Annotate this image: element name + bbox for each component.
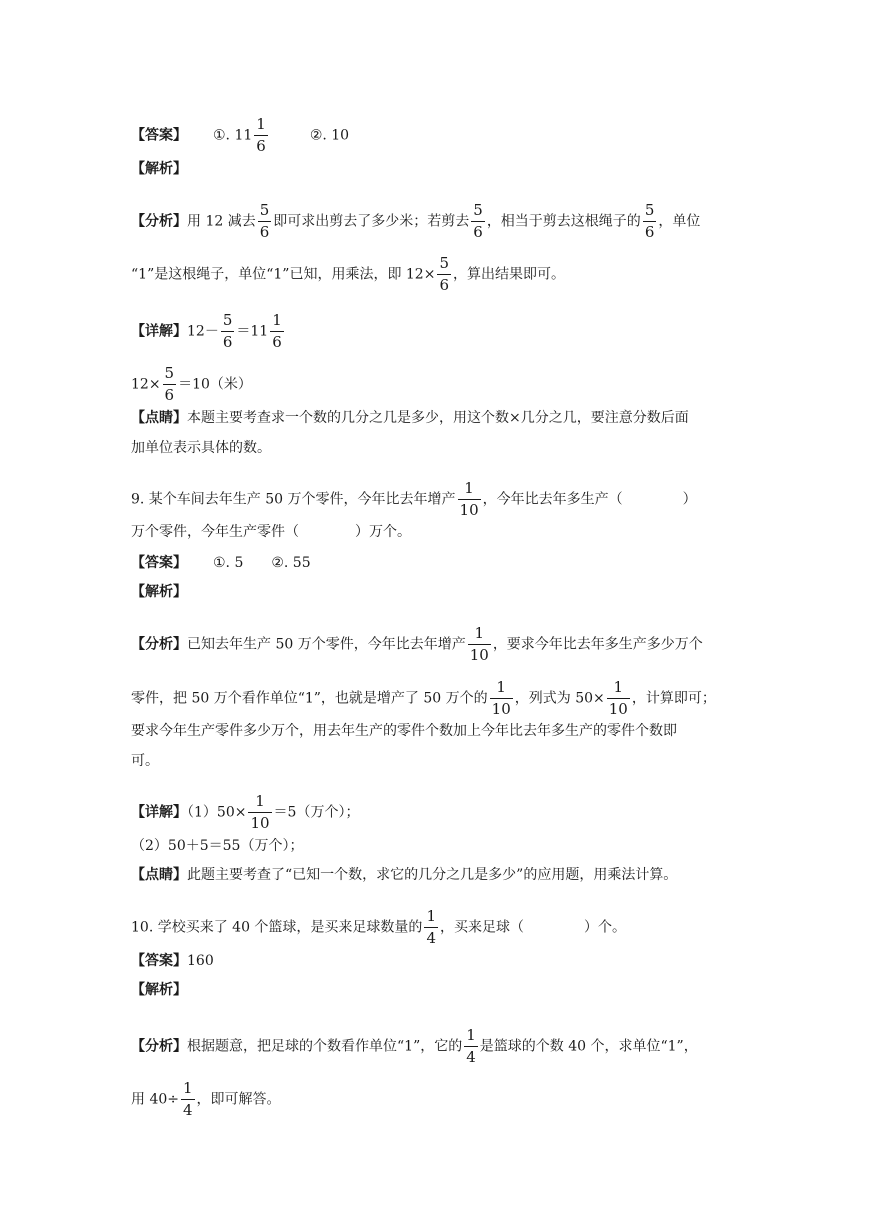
text: 万个零件，今年生产零件（ (131, 524, 299, 540)
fraction: $\frac{1}{6}$ (256, 115, 266, 155)
fraction: $\frac{1}{10}$ (608, 678, 628, 718)
q9-answer-line (131, 554, 311, 572)
text: 用 12 减去 (187, 213, 256, 230)
text: ）个。 (583, 919, 626, 936)
q9-analysis-label: 【解析】 (131, 584, 187, 600)
q9-fenxi-line1 (131, 626, 703, 663)
answer-2-value: ②. 10 (309, 127, 350, 144)
text: （1）50× (187, 804, 247, 821)
q8-dianjing-line2: 加单位表示具体的数。 (131, 440, 271, 456)
fraction: $\frac{1}{4}$ (183, 1079, 193, 1119)
answer-label: 【答案】 (131, 555, 187, 571)
answer-label: 【答案】 (131, 953, 187, 969)
fraction: $\frac{1}{4}$ (426, 907, 436, 947)
q9-fenxi-line2 (131, 680, 716, 717)
q10-question-line (131, 909, 626, 946)
text: ） (682, 491, 697, 508)
q9-calc-line2: （2）50＋5＝55（万个）； (131, 838, 304, 854)
text: ，即可解答。 (196, 1091, 281, 1108)
text: ，单位 (658, 213, 701, 230)
fraction: $\frac{5}{6}$ (439, 254, 449, 294)
fraction: $\frac{1}{10}$ (250, 792, 270, 832)
text: ＝10（米） (178, 376, 252, 393)
text: 此题主要考查了“已知一个数，求它的几分之几是多少”的应用题，用乘法计算。 (187, 867, 678, 883)
fenxi-label: 【分析】 (131, 213, 187, 230)
text: 即可求出剪去了多少米；若剪去 (273, 213, 470, 230)
text: 已知去年生产 50 万个零件，今年比去年增产 (187, 636, 466, 653)
xiangjie-label: 【详解】 (131, 804, 187, 821)
text: ，列式为 50× (514, 690, 605, 707)
q10-analysis-label: 【解析】 (131, 982, 187, 998)
text: 是篮球的个数 40 个，求单位“1”， (479, 1038, 698, 1055)
dianjing-label: 【点睛】 (131, 867, 187, 883)
text: ，今年比去年多生产（ (482, 491, 623, 508)
text: 用 40÷ (131, 1091, 179, 1108)
fraction: $\frac{5}{6}$ (473, 201, 483, 241)
text: ＝11 (236, 323, 269, 340)
fraction: $\frac{5}{6}$ (259, 201, 270, 241)
fraction: $\frac{1}{6}$ (272, 311, 282, 351)
text: 12× (131, 376, 161, 393)
text: “1”是这根绳子，单位“1”已知，用乘法，即 12× (131, 266, 436, 283)
text: 零件，把 50 万个看作单位“1”，也就是增产了 50 万个的 (131, 690, 488, 707)
answer-1-value: ①. 11 (213, 127, 253, 144)
q8-analysis-label: 【解析】 (131, 161, 187, 177)
q9-xiangjie-line (131, 794, 359, 831)
text: 10. 学校买来了 40 个篮球，是买来足球数量的 (131, 919, 423, 936)
text: ，买来足球（ (439, 919, 524, 936)
text: ，计算即可； (631, 690, 716, 707)
fraction: $\frac{1}{10}$ (459, 479, 479, 519)
q9-question-line1 (131, 481, 697, 518)
fraction: $\frac{5}{6}$ (164, 364, 175, 404)
q8-xiangjie-line (131, 313, 286, 350)
q8-dianjing-line1 (131, 409, 689, 427)
answer-2-value: ②. 55 (271, 555, 311, 571)
q10-fenxi-line2 (131, 1081, 281, 1118)
text: ，相当于剪去这根绳子的 (486, 213, 641, 230)
q10-answer-line (131, 952, 214, 970)
text: 根据题意，把足球的个数看作单位“1”，它的 (187, 1038, 463, 1055)
text: 12－ (187, 323, 219, 340)
fraction: $\frac{1}{10}$ (469, 624, 489, 664)
answer-label: 【答案】 (131, 127, 187, 144)
q9-dianjing-line (131, 866, 677, 884)
dianjing-label: 【点睛】 (131, 410, 187, 426)
q8-calc-line2 (131, 366, 252, 403)
text: 本题主要考查求一个数的几分之几是多少，用这个数×几分之几，要注意分数后面 (187, 410, 689, 426)
q9-question-line2 (131, 523, 411, 541)
q9-fenxi-line3: 要求今年生产零件多少万个，用去年生产的零件个数加上今年比去年多生产的零件个数即 (131, 723, 677, 739)
fraction: $\frac{5}{6}$ (222, 311, 233, 351)
text: ）万个。 (355, 524, 411, 540)
text: ，要求今年比去年多生产多少万个 (492, 636, 703, 653)
text: ＝5（万个）； (273, 804, 360, 821)
q10-fenxi-line1 (131, 1028, 698, 1065)
fraction: $\frac{1}{4}$ (466, 1026, 476, 1066)
answer-1-value: ①. 5 (213, 555, 244, 571)
fraction: $\frac{1}{10}$ (491, 678, 511, 718)
fenxi-label: 【分析】 (131, 1038, 187, 1055)
text: ，算出结果即可。 (452, 266, 565, 283)
xiangjie-label: 【详解】 (131, 323, 187, 340)
q8-fenxi-line2 (131, 256, 565, 293)
answer-value: 160 (187, 953, 214, 969)
q8-fenxi-line1 (131, 203, 700, 240)
fenxi-label: 【分析】 (131, 636, 187, 653)
q9-fenxi-line4: 可。 (131, 753, 159, 769)
fraction: $\frac{5}{6}$ (644, 201, 655, 241)
text: 9. 某个车间去年生产 50 万个零件，今年比去年增产 (131, 491, 456, 508)
q8-answer-line (131, 117, 349, 154)
